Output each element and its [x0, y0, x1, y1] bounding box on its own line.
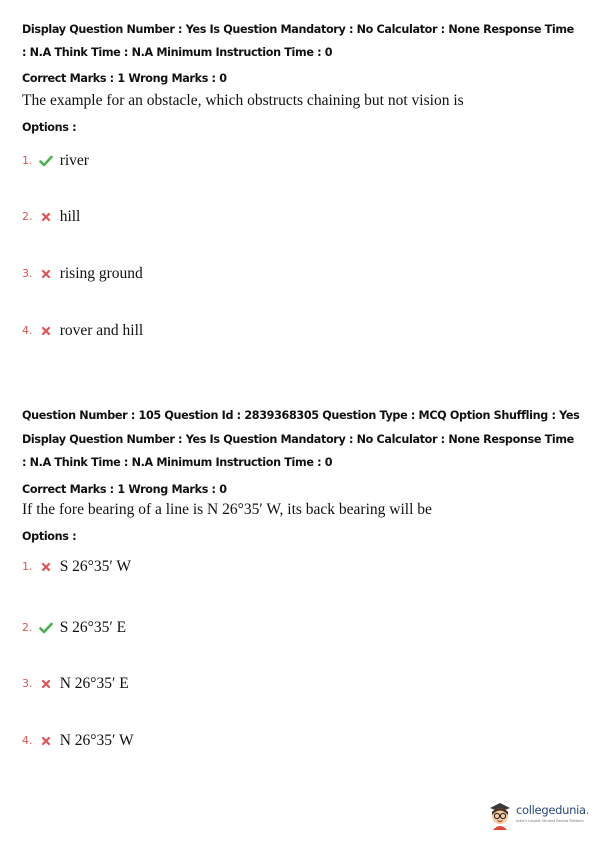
option-number: 3. [22, 267, 33, 280]
q1-marks: Correct Marks : 1 Wrong Marks : 0 [22, 72, 227, 85]
option-text: N 26°35′ W [59, 731, 134, 749]
brand-name: collegedunia. [516, 803, 590, 817]
cross-icon [39, 735, 53, 747]
q1-option-3 [22, 263, 143, 283]
q2-option-3 [22, 673, 129, 693]
q2-question-text: If the fore bearing of a line is N 26°35′ W, its back bearing will be [22, 501, 432, 518]
cross-icon [39, 268, 53, 280]
q1-meta-line-1: Display Question Number : Yes Is Question Mandatory : No Calculator : None Response Time [22, 23, 574, 36]
option-text: rising ground [59, 264, 143, 282]
option-number: 2. [22, 621, 33, 634]
cross-icon [39, 325, 53, 337]
q2-option-4 [22, 730, 134, 750]
option-number: 1. [22, 560, 33, 573]
q2-meta-line-2: : N.A Think Time : N.A Minimum Instruction Time : 0 [22, 456, 333, 469]
option-text: rover and hill [59, 321, 144, 339]
q2-meta-line-1: Display Question Number : Yes Is Question Mandatory : No Calculator : None Response Time [22, 433, 574, 446]
q2-marks: Correct Marks : 1 Wrong Marks : 0 [22, 483, 227, 496]
option-text: S 26°35′ W [59, 557, 131, 575]
q1-option-4 [22, 320, 143, 340]
option-number: 3. [22, 677, 33, 690]
q1-options-label: Options : [22, 121, 77, 134]
cross-icon [39, 211, 53, 223]
mascot-icon [487, 800, 513, 830]
check-icon [39, 622, 53, 634]
cross-icon [39, 561, 53, 573]
brand-tagline: India's Largest Student Review Platform [516, 819, 584, 823]
cross-icon [39, 678, 53, 690]
option-text: river [59, 151, 89, 169]
q1-question-text: The example for an obstacle, which obstructs chaining but not vision is [22, 92, 464, 109]
option-number: 2. [22, 210, 33, 223]
option-number: 4. [22, 324, 33, 337]
q1-meta-line-2: : N.A Think Time : N.A Minimum Instruction Time : 0 [22, 46, 333, 59]
option-number: 1. [22, 154, 33, 167]
q1-option-2 [22, 206, 80, 226]
option-number: 4. [22, 734, 33, 747]
check-icon [39, 155, 53, 167]
q2-option-1 [22, 556, 131, 576]
q2-option-2 [22, 617, 126, 637]
option-text: N 26°35′ E [59, 674, 129, 692]
q2-meta-line-0: Question Number : 105 Question Id : 2839368305 Question Type : MCQ Option Shuffling : Yes [22, 409, 580, 422]
q2-options-label: Options : [22, 530, 77, 543]
q1-option-1 [22, 150, 89, 170]
option-text: hill [59, 207, 81, 225]
collegedunia-logo [487, 800, 590, 830]
brand-name-text: collegedunia [516, 803, 586, 817]
option-text: S 26°35′ E [59, 618, 127, 636]
